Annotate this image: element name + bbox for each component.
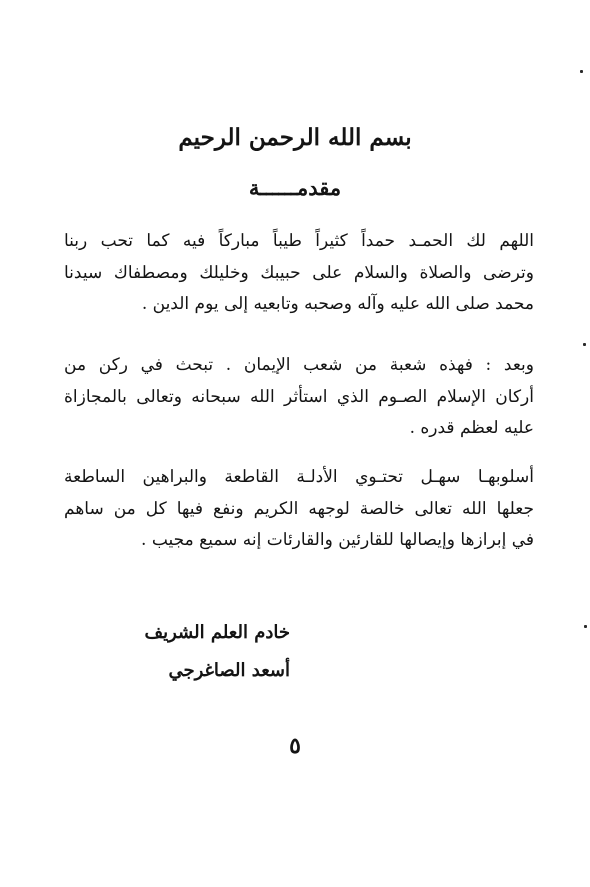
paragraph-line: عليه لعظم قدره . xyxy=(409,418,534,438)
introduction-heading: مقدمــــــة xyxy=(248,175,342,200)
basmala-heading: بسم الله الرحمن الرحيم xyxy=(178,124,412,151)
paragraph-3 xyxy=(64,462,534,557)
paragraph-1 xyxy=(64,226,534,321)
paragraph-2 xyxy=(64,350,534,445)
paragraph-line: أركان الإسلام الصـوم الذي استأثر الله سبحانه وتعالى بالمجازاة xyxy=(64,386,534,407)
signature-title: خادم العلم الشريف xyxy=(144,622,290,643)
paragraph-line: في إبرازها وإيصالها للقارئين والقارئات إنه سميع مجيب . xyxy=(141,530,534,550)
paragraph-line: وترضى والصلاة والسلام على حبيبك وخليلك ومصطفاك سيدنا xyxy=(64,262,534,283)
scan-speck xyxy=(584,625,587,628)
signature-name: أسعد الصاغرجي xyxy=(168,660,290,681)
paragraph-line: جعلها الله تعالى خالصة لوجهه الكريم ونفع فيها كل من ساهم xyxy=(64,498,534,519)
scan-speck xyxy=(580,70,583,73)
scan-speck xyxy=(583,343,586,346)
paragraph-line: محمد صلى الله عليه وآله وصحبه وتابعيه إلى يوم الدين . xyxy=(141,294,534,314)
paragraph-line: اللهم لك الحمـد حمداً كثيراً طيباً مباركاً فيه كما تحب ربنا xyxy=(64,231,534,251)
paragraph-line: وبعد : فهذه شعبة من شعب الإيمان . تبحث في ركن من xyxy=(64,355,534,375)
paragraph-line: أسلوبهـا سهـل تحتـوي الأدلـة القاطعة والبراهين الساطعة xyxy=(64,467,534,487)
page-number: ٥ xyxy=(289,733,301,759)
